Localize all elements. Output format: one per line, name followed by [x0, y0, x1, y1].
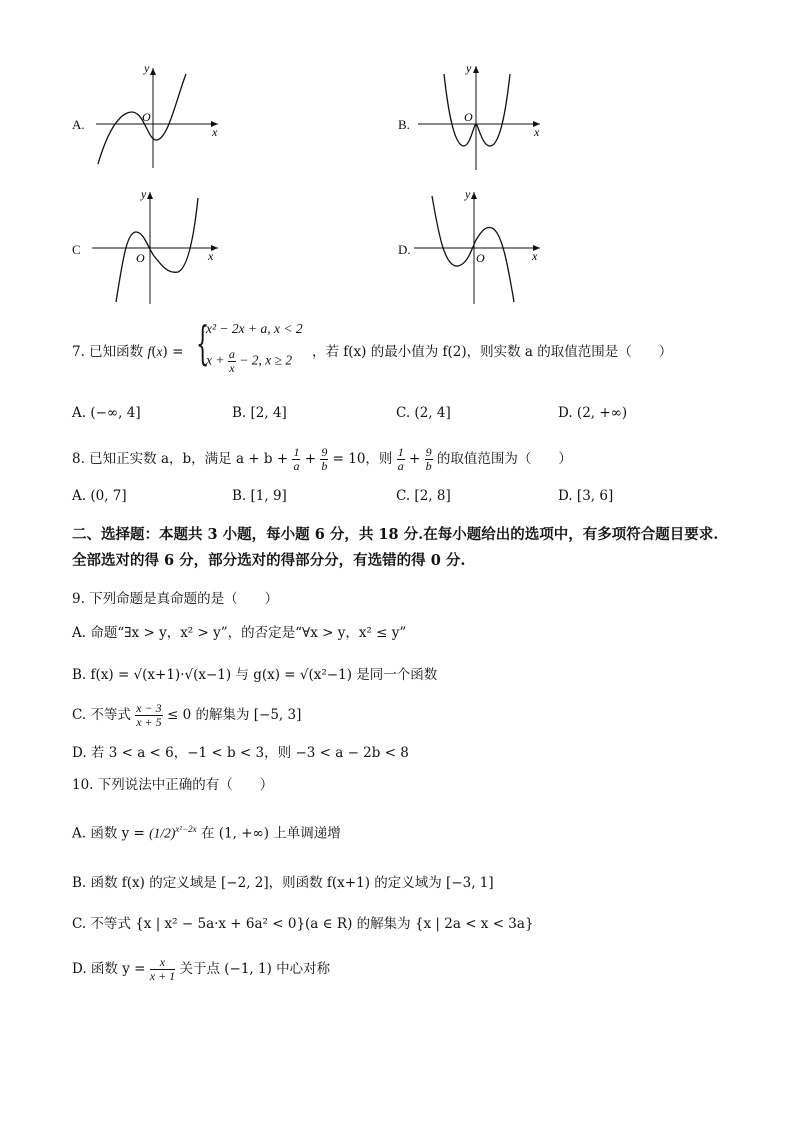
q7-choice-a[interactable]: A. (−∞, 4] — [72, 405, 141, 421]
graph-label-b: B. — [398, 117, 410, 132]
graph-d-x: x — [532, 249, 538, 263]
q10-option-b[interactable]: B. 函数 f(x) 的定义域是 [−2, 2]，则函数 f(x+1) 的定义域为 [−3, 1] — [72, 875, 494, 891]
graph-c-y: y — [141, 187, 147, 201]
graph-c — [90, 186, 230, 306]
question-8: 8. 已知正实数 a，b，满足 a + b + $\frac{1}{a}$ + $\frac{9}{b}$ = 10，则 $\frac{1}{a}$ + $\frac{9}{b}$ 的取值范围为（ ） — [72, 445, 572, 473]
q7-brace: { — [196, 316, 210, 370]
q10-option-d[interactable]: D. 函数 y = $\frac{x}{x + 1}$ 关于点 (−1, 1) 中心对称 — [72, 955, 331, 983]
q7-choice-d[interactable]: D. (2, +∞) — [558, 405, 628, 421]
q7-stem-suffix: ，若 f(x) 的最小值为 f(2)，则实数 a 的取值范围是（ ） — [312, 344, 673, 360]
question-7: 7. 已知函数 f(x) = — [72, 344, 184, 360]
graph-b-y: y — [466, 61, 472, 75]
graph-a-x: x — [212, 125, 218, 139]
q7-stem-prefix: 7. 已知函数 — [72, 344, 148, 360]
graph-label-a: A. — [72, 117, 85, 132]
q8-choice-a[interactable]: A. (0, 7] — [72, 488, 127, 504]
graph-label-c: C — [72, 242, 81, 257]
q8-choice-d[interactable]: D. [3, 6] — [558, 488, 614, 504]
graph-b-origin: O — [464, 110, 473, 124]
q10-option-a[interactable]: A. 函数 $y = (1/2)^{x^2-2x}$ 在 (1, +∞) 上单调递增 — [72, 824, 341, 842]
graph-c-origin: O — [136, 251, 145, 265]
q10-stem: 10. 下列说法中正确的有（ ） — [72, 777, 274, 793]
q8-choice-b[interactable]: B. [1, 9] — [232, 488, 287, 504]
q7-choice-c[interactable]: C. (2, 4] — [396, 405, 451, 421]
q9-stem: 9. 下列命题是真命题的是（ ） — [72, 591, 279, 607]
graph-c-x: x — [208, 249, 214, 263]
q8-choice-c[interactable]: C. [2, 8] — [396, 488, 451, 504]
graph-a — [90, 60, 230, 170]
graph-label-d: D. — [398, 242, 411, 257]
graph-d-origin: O — [476, 251, 485, 265]
q7-choice-b[interactable]: B. [2, 4] — [232, 405, 287, 421]
graph-b-x: x — [534, 125, 540, 139]
q9-option-b[interactable]: B. f(x) = √(x+1)·√(x−1) 与 g(x) = √(x²−1) 是同一个函数 — [72, 667, 438, 683]
graph-d — [412, 186, 552, 306]
q10-option-c[interactable]: C. 不等式 {x | x² − 5a·x + 6a² < 0}(a ∈ R) 的解集为 {x | 2a < x < 3a} — [72, 916, 534, 932]
graph-a-y: y — [144, 61, 150, 75]
graph-b — [412, 60, 552, 170]
q7-piece1: x² − 2x + a, x < 2 — [206, 321, 303, 336]
section-2-heading: 二、选择题：本题共 3 小题，每小题 6 分，共 18 分.在每小题给出的选项中，有多项符合题目要求.全部选对的得 6 分，部分选对的得部分分，有选错的得 0 分. — [72, 526, 719, 569]
graph-a-origin: O — [142, 110, 151, 124]
q9-option-a[interactable]: A. 命题“∃x > y，x² > y”，的否定是“∀x > y，x² ≤ y” — [72, 625, 407, 641]
q9-option-d[interactable]: D. 若 3 < a < 6，−1 < b < 3，则 −3 < a − 2b < 8 — [72, 745, 409, 761]
q7-piece2: x + $\frac{a}{x}$ − 2, x ≥ 2 — [206, 347, 293, 375]
graph-d-y: y — [465, 187, 471, 201]
q9-option-c[interactable]: C. 不等式 $\frac{x - 3}{x + 5}$ ≤ 0 的解集为 [−5, 3] — [72, 701, 302, 729]
